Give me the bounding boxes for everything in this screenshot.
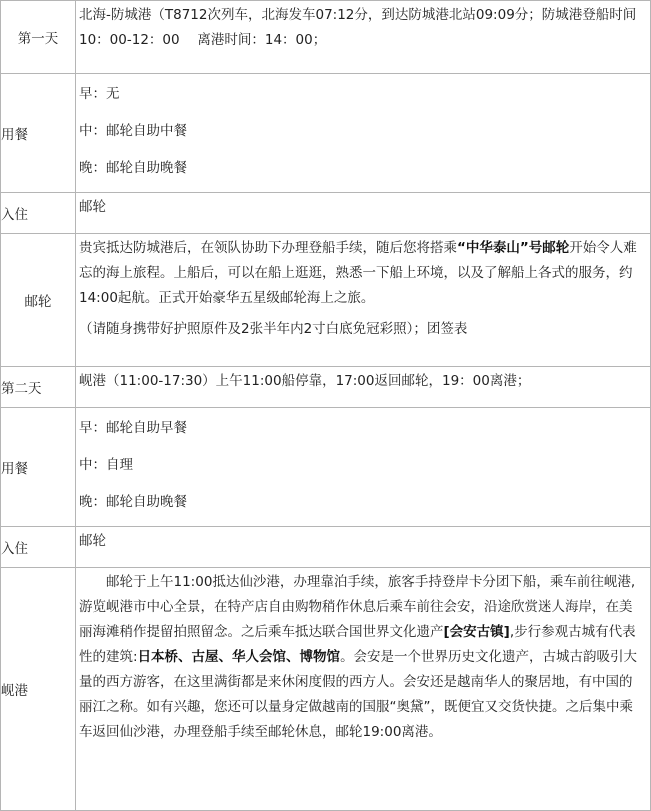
day2-lunch: 中：自理	[79, 457, 133, 473]
day1-lunch: 中：邮轮自助中餐	[79, 123, 187, 139]
day2-stay-row	[1, 527, 651, 568]
port-text-c: 。会安是一个世界历史文化遗产，古城古韵吸引大量的西方游客，在这里满街都是来休闲度假的西方人。会安还是越南华人的聚居地，有中国的丽江之称。如有兴趣，您还可以量身定做越南的国服“奥黛”，既便宜又交货快捷。之后集中乘车返回仙沙港，办理登船手续至邮轮休息，邮轮19:00离港。	[79, 649, 638, 740]
day2-stay-value: 邮轮	[76, 527, 651, 568]
day1-breakfast: 早：无	[79, 86, 120, 102]
cruise-label: 邮轮	[1, 234, 76, 367]
cruise-text-a: 贵宾抵达防城港后，在领队协助下办理登船手续，随后您将搭乘	[79, 240, 457, 256]
day2-meals-row	[1, 408, 651, 527]
day1-stay-label: 入住	[1, 193, 76, 234]
day1-row	[1, 1, 651, 74]
port-landmarks: 日本桥、古屋、华人会馆、博物馆	[137, 649, 341, 665]
port-row	[1, 568, 651, 811]
port-description	[76, 568, 651, 811]
day1-meals-content	[76, 74, 651, 193]
cruise-description	[76, 234, 651, 367]
cruise-text-b: 开始令人难忘的海上旅程。上船后，可以在船上逛逛，熟悉一下船上环境，以及了解船上各式的服务，约14:00起航。正式开始豪华五星级邮轮海上之旅。	[79, 240, 637, 306]
cruise-paragraph	[79, 236, 644, 311]
day2-row	[1, 367, 651, 408]
day1-dinner: 晚：邮轮自助晚餐	[79, 160, 187, 176]
cruise-note: （请随身携带好护照原件及2张半年内2寸白底免冠彩照）；团签表	[79, 321, 468, 337]
day1-label: 第一天	[1, 1, 76, 74]
day2-label: 第二天	[1, 367, 76, 408]
day2-meals-label: 用餐	[1, 408, 76, 527]
cruise-row	[1, 234, 651, 367]
day2-breakfast: 早：邮轮自助早餐	[79, 420, 187, 436]
port-heritage-name: [会安古镇]	[443, 624, 510, 640]
day1-stay-row	[1, 193, 651, 234]
port-text-b: ,步行参观古城有代表性的建筑:	[79, 624, 636, 665]
day2-dinner: 晚：邮轮自助晚餐	[79, 494, 187, 510]
day1-description: 北海-防城港（T8712次列车，北海发车07:12分，到达防城港北站09:09分；防城港登船时间10：00-12：00 离港时间：14：00；	[76, 1, 651, 74]
cruise-ship-name: “中华泰山”号邮轮	[457, 240, 570, 256]
day1-meals-row	[1, 74, 651, 193]
day2-description: 岘港（11:00-17:30）上午11:00船停靠，17:00返回邮轮，19：00离港；	[76, 367, 651, 408]
port-label: 岘港	[1, 568, 76, 811]
day2-stay-label: 入住	[1, 527, 76, 568]
day1-meals-label: 用餐	[1, 74, 76, 193]
port-text-a: 邮轮于上午11:00抵达仙沙港，办理靠泊手续，旅客手持登岸卡分团下船，乘车前往岘港,游览岘港市中心全景，在特产店自由购物稍作休息后乘车前往会安，沿途欣赏迷人海岸，在美丽海滩稍作提留拍照留念。之后乘车抵达联合国世界文化遗产	[79, 574, 636, 640]
day2-meals-content	[76, 408, 651, 527]
day1-stay-value: 邮轮	[76, 193, 651, 234]
